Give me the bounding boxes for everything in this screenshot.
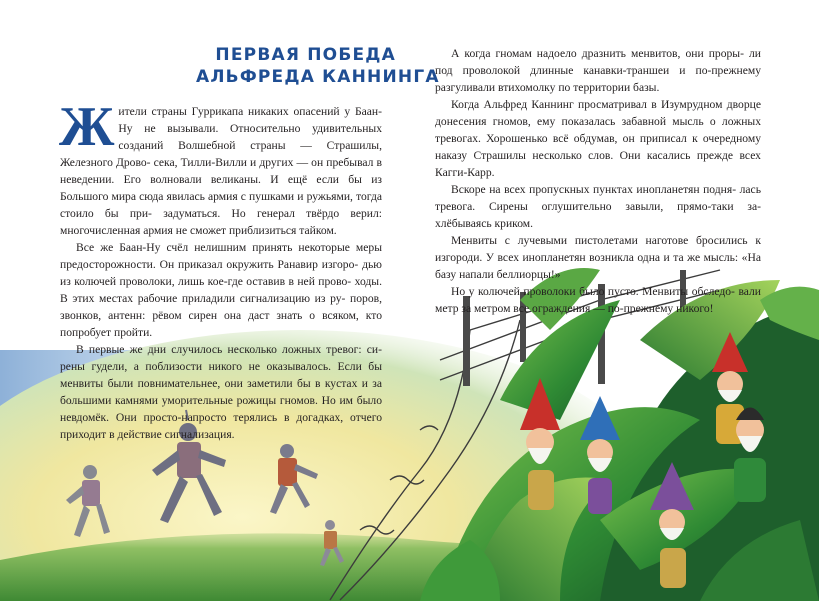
text-line: В первые же дни случилось несколько ложных тревог: си- (76, 343, 382, 356)
text-line: вали метр за метром все ограждения — по-прежнему никого! (435, 285, 761, 315)
paragraph (435, 181, 761, 232)
text-line: разгуливали втихомолку по территории базы. (435, 81, 660, 94)
text-line: волновали великаны. И ещё если бы из Большого мира сюда (60, 173, 382, 203)
text-line: хлёбываясь криком. (435, 217, 534, 230)
text-line: кто попробует пройти. (60, 309, 382, 339)
text-line: ходы. В этих местах рабочие приладили сигнализацию из ру- (60, 275, 382, 305)
text-line: «На базу напали беллиорцы!» (435, 251, 761, 281)
paragraph (435, 96, 761, 181)
text-line: А когда гномам надоело дразнить менвитов, они проры- (451, 47, 744, 60)
text-line: не сможет приблизиться тайком. (175, 224, 337, 237)
text-line: Когда Альфред Каннинг просматривал в Изумрудном (451, 98, 723, 111)
chapter-title-line: ПЕРВАЯ ПОБЕДА (215, 45, 396, 65)
paragraph (435, 45, 761, 96)
text-line: Вскоре на всех пропускных пунктах инопланетян подня- (451, 183, 737, 196)
right-column (435, 45, 761, 317)
text-line: большими камнями уморительные рожицы гномов. Но им (60, 394, 354, 407)
text-line: ли под проволокой длинные канавки-траншеи и по-прежнему (435, 47, 761, 77)
text-line: Но у колючей проволоки было пусто. Менвиты обследо- (451, 285, 735, 298)
text-line: Менвиты с лучевыми пистолетами наготове бросились (451, 234, 748, 247)
text-line: о ложных тревогах. Хорошенько всё обдумав, он приписал (435, 115, 762, 145)
text-line: рены гудели, а поблизости никого не оказывалось. Если бы (60, 360, 382, 373)
text-line: было невдомёк. Они просто-напросто терялись в догадках, (60, 394, 383, 424)
text-line: явилась армия с пушками и ружьями, тогда стоило бы при- (60, 190, 383, 220)
chapter-title-line: АЛЬФРЕДА КАННИНГА (196, 67, 440, 87)
paragraph (60, 341, 382, 443)
text-line: прежде всех Кагги-Карр. (435, 149, 761, 179)
chapter-title (196, 44, 440, 88)
text-line: поров, звонков, антенн: рёвом сирен она даст знать о всяком, (60, 292, 382, 322)
paragraph (60, 239, 382, 341)
text-line: не вызывали. Относительно удивительных созданий (118, 122, 382, 152)
left-column (59, 96, 383, 443)
paragraph (435, 232, 761, 283)
text-line: к изгороди. У всех инопланетян возникла одна и та же мысль: (435, 234, 761, 264)
text-line: к очередному наказу Страшилы несколько слов. Они касались (435, 132, 762, 162)
text-line: дью из колючей проволоки, лишь кое-где оставив в ней прово- (60, 258, 382, 288)
text-line: Все же Баан-Ну счёл нелишним принять некоторые меры (76, 241, 382, 254)
text-line: дворце донесения гномов, ему показалась забавной мысль (435, 98, 761, 128)
text-line: Волшебной страны — Страшилы, Железного Дрово- (60, 139, 382, 169)
text-line: сека, Тилли-Вилли и других — он пребывал в неведении. Его (60, 156, 382, 186)
paragraph (59, 96, 383, 239)
text-line: лась тревога. Сирены оглушительно завыли, прямо-таки за- (435, 183, 761, 213)
text-line: задуматься. Но генерал твёрдо верил: многочисленная армия (60, 207, 382, 237)
paragraph (435, 283, 761, 317)
drop-cap: Ж (59, 96, 115, 158)
text-line: предосторожности. Он приказал окружить Ранавир изгоро- (60, 258, 359, 271)
text-line: ители страны Гуррикапа никаких опасений у Баан-Ну (118, 105, 382, 135)
text-line: менвиты были повнимательнее, они заметили бы в кустах и за (60, 377, 382, 390)
text-line: отчего приходит в действие сигнализация. (60, 411, 382, 441)
